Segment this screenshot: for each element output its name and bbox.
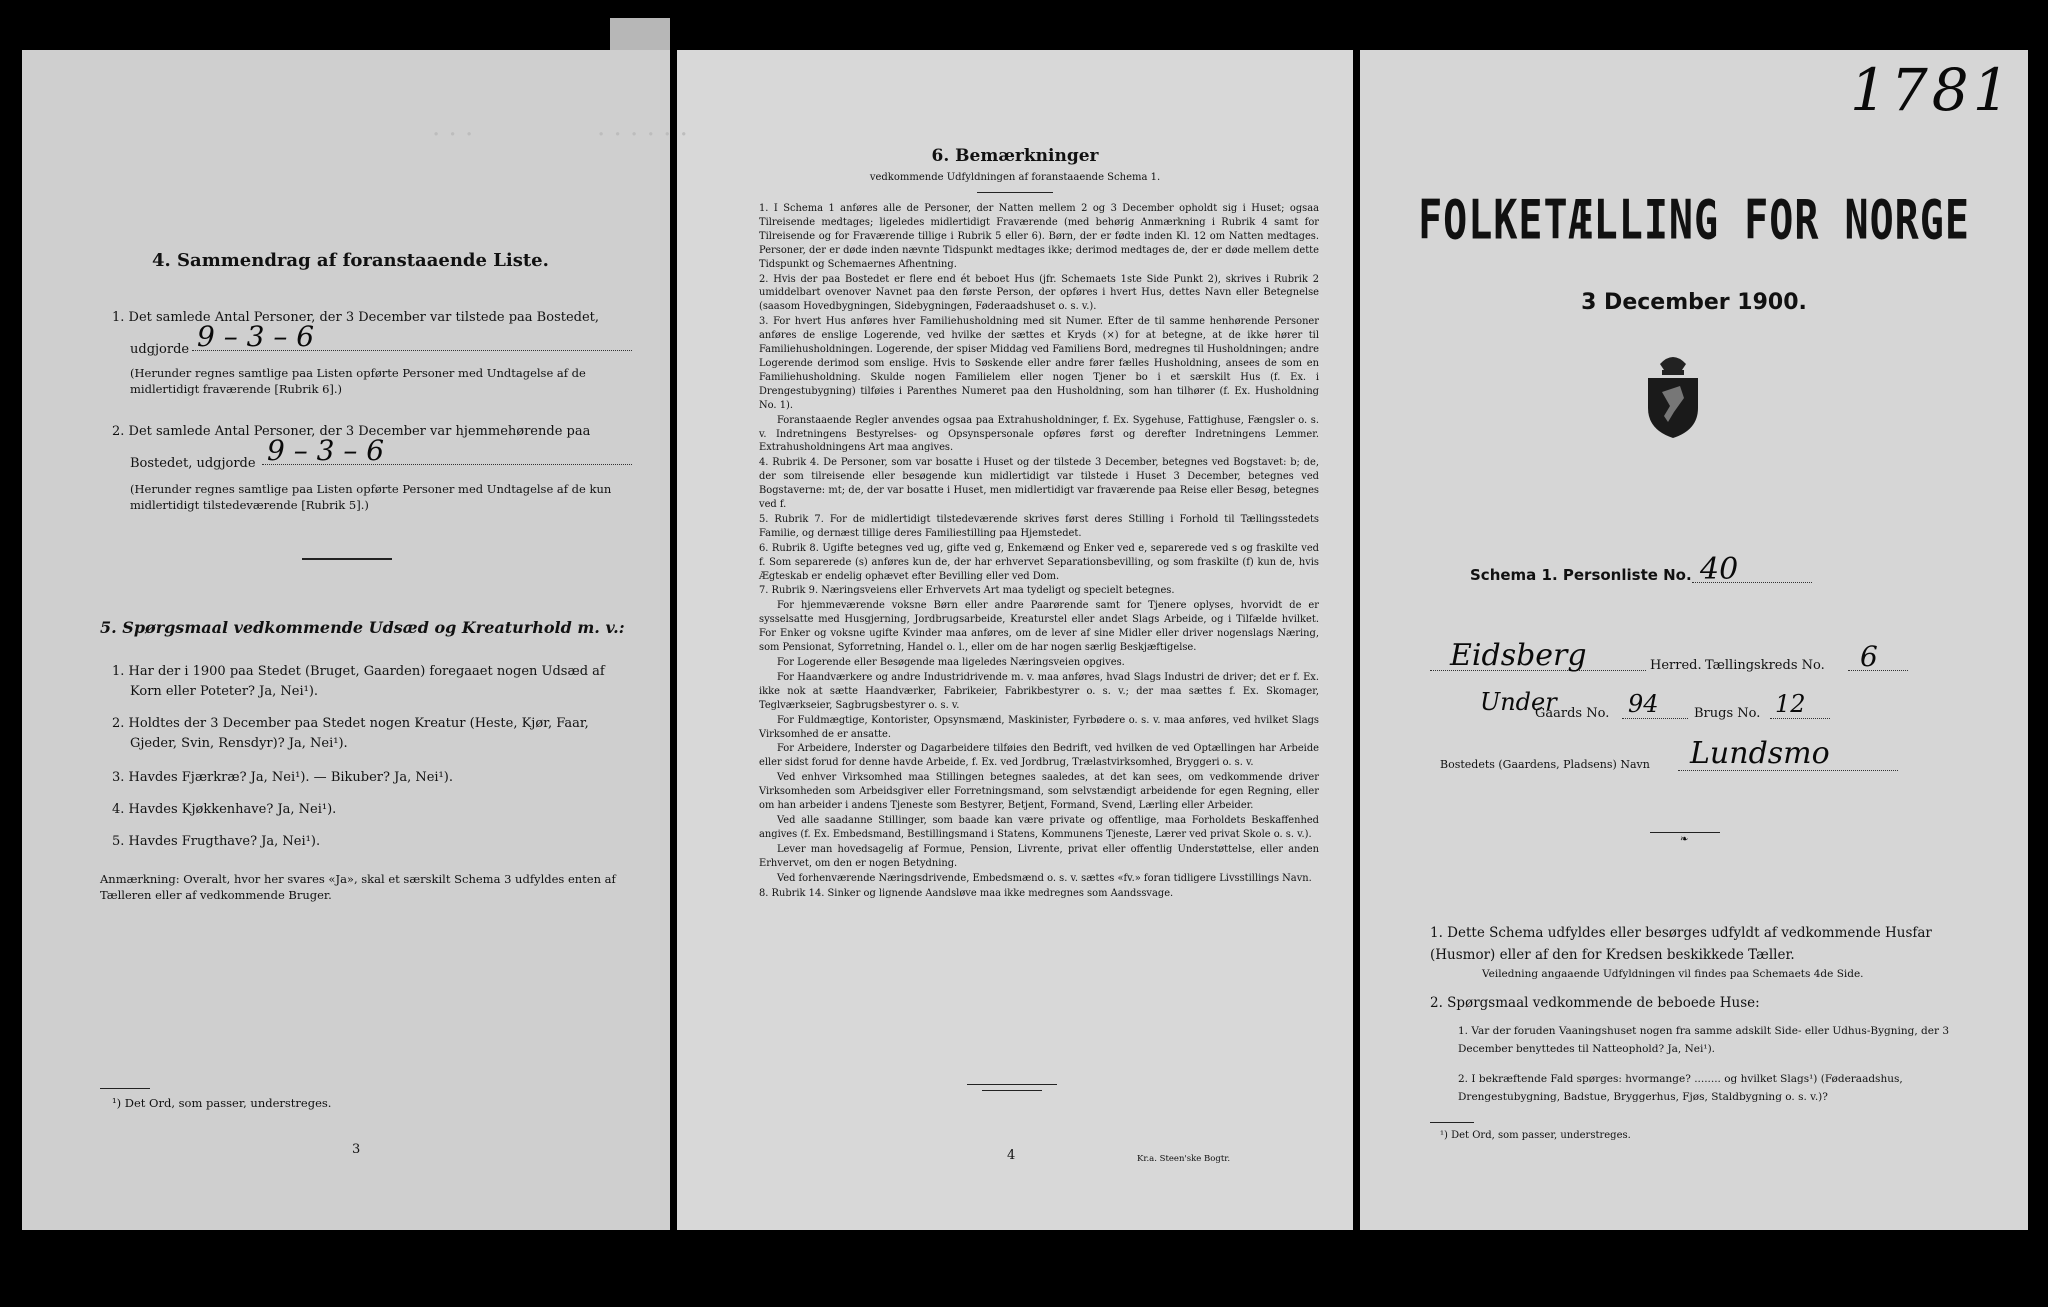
schema-label: Schema 1. Personliste No.: [1470, 566, 1692, 584]
item1-udgjorde: udgjorde: [130, 342, 190, 357]
remark-paragraph: For Fuldmægtige, Kontorister, Opsynsmænd, Maskinister, Fyrbødere o. s. v. maa anføres, ved hvilket Slags Virksomhed de er ansatte.: [759, 714, 1319, 740]
q2a: 2. Holdtes der 3 December paa Stedet nogen Kreatur (Heste, Kjør, Faar,: [112, 716, 589, 731]
divider: [302, 558, 392, 560]
page-middle: [597, 50, 1353, 1230]
kreds-value: 6: [1860, 640, 1878, 673]
page-right: [1360, 50, 2028, 1230]
q5: 5. Havdes Frugthave? Ja, Nei¹).: [112, 834, 321, 849]
herred-label: Herred.: [1650, 658, 1702, 673]
title-rule: [977, 192, 1053, 193]
remark-paragraph: For Logerende eller Besøgende maa ligeledes Næringsveien opgives.: [777, 657, 1125, 668]
ornament-icon: ❧: [1680, 834, 1689, 845]
remark-paragraph: For Haandværkere og andre Industridrivende m. v. maa anføres, hvad Slags Industri de driver; det er f. Ex. ikke nok at sætte Haandværker, Fabrikeier, Fabrikbestyrer o. s. v.; der maa sættes f. Ex. Skomager, Teglværkseier, Sagbrugsbestyrer o. s. v.: [759, 671, 1319, 711]
houses-question-2: 2. I bekræftende Fald spørges: hvormange? ........ og hvilket Slags¹) (Føderaadshus, Drengestubygning, Badstue, Bryggerhus, Fjøs, Staldbygning o. s. v.)?: [1458, 1073, 1903, 1103]
kreds-line: [1848, 670, 1908, 671]
page-left: [22, 50, 670, 1230]
census-date: 3 December 1900.: [1581, 290, 1807, 315]
item1-text: 1. Det samlede Antal Personer, der 3 December var tilstede paa Bostedet,: [112, 310, 600, 325]
q1b: Korn eller Poteter? Ja, Nei¹).: [130, 684, 319, 699]
brugs-label: Brugs No.: [1694, 706, 1761, 721]
coat-of-arms-icon: [1640, 350, 1706, 440]
item2-note: (Herunder regnes samtlige paa Listen opførte Personer med Undtagelse af de kun midlertidigt tilstedeværende [Rubrik 5].): [130, 482, 612, 512]
end-rule: [967, 1084, 1057, 1085]
remark-paragraph: 6. Rubrik 8. Ugifte betegnes ved ug, gifte ved g, Enkemænd og Enker ved e, separerede ved s og fraskilte ved f. Som separerede (s) anføres kun de, der har erhvervet Separationsbevilling, og som fraskilte (f) kun de, hvis Ægteskab er endelig ophævet efter Bevilling eller ved Dom.: [759, 542, 1319, 582]
bleed-through: · · ·: [432, 120, 474, 150]
remark-paragraph: 5. Rubrik 7. For de midlertidigt tilstedeværende skrives først deres Stilling i Forhold til Tællingsstedets Familie, og dernæst tillige deres Familiestilling paa Hjemstedet.: [759, 513, 1319, 539]
brugs-line: [1770, 718, 1830, 719]
remark-paragraph: 3. For hvert Hus anføres hver Familiehusholdning med sit Numer. Efter de til samme henhørende Personer anføres de enslige Logerende, ved hvilke der sættes et Kryds (×) for at betegne, at de ikke hører til Familiehusholdningen. Logerende, der spiser Middag ved Familiens Bord, medregnes til Husholdningen; andre Logerende derimod som enslige. Hvis to Søskende eller andre fører fælles Husholdning, ansees de som en Familiehusholdning. Skulde nogen Familielem eller nogen Tjener bo i et særskilt Hus (f. Ex. i Drengestubygning) tilføies i Parenthes Numeret paa den Husholdning, som han tilhører (f. Ex. Husholdning No. 1).: [759, 316, 1319, 411]
bosted-label: Bostedets (Gaardens, Pladsens) Navn: [1440, 758, 1650, 771]
end-rule-2: [982, 1090, 1042, 1091]
personliste-number: 40: [1700, 552, 1739, 587]
remarks-body: [759, 202, 1319, 901]
section4-title: 4. Sammendrag af foranstaaende Liste.: [152, 250, 549, 271]
item2-value: 9 – 3 – 6: [267, 434, 385, 467]
q2b: Gjeder, Svin, Rensdyr)? Ja, Nei¹).: [130, 736, 348, 751]
bleed-through: · · · · · ·: [597, 120, 688, 150]
item1-value: 9 – 3 – 6: [197, 320, 315, 353]
section5-title: 5. Spørgsmaal vedkommende Udsæd og Kreaturhold m. v.:: [100, 618, 625, 637]
gaards-line: [1622, 718, 1688, 719]
remark-paragraph: For Arbeidere, Inderster og Dagarbeidere tilføies den Bedrift, ved hvilken de ved Optællingen har Arbeide eller sidst forud for denne havde Arbeide, f. Ex. ved Jordbrug, Trælastvirksomhed, Bryggeri o. s. v.: [759, 743, 1319, 769]
q4: 4. Havdes Kjøkkenhave? Ja, Nei¹).: [112, 802, 337, 817]
archive-number: 1781: [1850, 56, 2014, 124]
printer-imprint: Kr.a. Steen'ske Bogtr.: [1137, 1154, 1231, 1164]
houses-question-1: 1. Var der foruden Vaaningshuset nogen fra samme adskilt Side- eller Udhus-Bygning, der 3 December benyttedes til Natteophold? Ja, Nei¹).: [1458, 1025, 1949, 1055]
footnote-rule: [1430, 1122, 1474, 1123]
item1-note: (Herunder regnes samtlige paa Listen opførte Personer med Undtagelse af de midlertidigt fraværende [Rubrik 6].): [130, 366, 586, 396]
herred-value: Eidsberg: [1450, 638, 1587, 673]
bosted-value: Lundsmo: [1690, 736, 1830, 771]
brugs-value: 12: [1775, 690, 1806, 718]
gaards-label: Gaards No.: [1535, 706, 1610, 721]
instruction-1-guide: Veiledning angaaende Udfyldningen vil findes paa Schemaets 4de Side.: [1482, 968, 1864, 980]
remark-paragraph: For hjemmeværende voksne Børn eller andre Paarørende samt for Tjenere oplyses, hvorvidt de er sysselsatte med Husgjerning, Jordbrugsarbeide, Kreaturstel eller andet Slags Arbeide, og i Tilfælde hvilket. For Enker og voksne ugifte Kvinder maa anføres, om de lever af sine Midler eller driver nogenslags Næring, som Pensionat, Syforretning, Handel o. l., eller om de har nogen særlig Beskjæftigelse.: [759, 600, 1319, 654]
kreds-label: Tællingskreds No.: [1705, 658, 1825, 673]
remark-paragraph: 2. Hvis der paa Bostedet er flere end ét beboet Hus (jfr. Schemaets 1ste Side Punkt 2), skrives i Rubrik 2 umiddelbart ovenover Navnet paa den første Person, der opføres i hvert Hus, dettes Navn eller Betegnelse (saasom Hovedbygningen, Sidebygningen, Føderaadshuset o. s. v.).: [759, 273, 1319, 313]
remark-paragraph: 8. Rubrik 14. Sinker og lignende Aandsløve maa ikke medregnes som Aandssvage.: [759, 887, 1174, 899]
remark-paragraph: 1. I Schema 1 anføres alle de Personer, der Natten mellem 2 og 3 December opholdt sig i Huset; ogsaa Tilreisende medtages; ligeledes midlertidigt Fraværende (med behørig Anmærkning i Rubrik 4 samt for Tilreisende og for Fraværende tillige i Rubrik 5 eller 6). Børn, der er fødte inden Kl. 12 om Natten medtages. Personer, der er døde inden nævnte Tidspunkt medtages ikke; derimod medtages de, der er døde mellem dette Tidspunkt og Schemaernes Afhentning.: [759, 203, 1319, 270]
remarks-subtitle: vedkommende Udfyldningen af foranstaaende Schema 1.: [869, 172, 1161, 183]
remark-paragraph: Ved enhver Virksomhed maa Stillingen betegnes saaledes, at det kan sees, om vedkommende driver Virksomheden som Arbeidsgiver eller Forretningsmand, som selvstændigt arbeidende for egen Regning, eller om han arbeider i andens Tjeneste som Bestyrer, Betjent, Formand, Svend, Lærling eller Arbeider.: [759, 772, 1319, 812]
gaards-value: 94: [1628, 690, 1659, 718]
footnote: ¹) Det Ord, som passer, understreges.: [1440, 1130, 1631, 1141]
instruction-2: 2. Spørgsmaal vedkommende de beboede Huse:: [1430, 995, 1760, 1011]
item2-bostedet: Bostedet, udgjorde: [130, 456, 256, 471]
remark-paragraph: Ved alle saadanne Stillinger, som baade kan være private og offentlige, maa Forholdets Beskaffenhed angives (f. Ex. Embedsmand, Bestillingsmand i Statens, Kommunens Tjeneste, Lærer ved privat Skole o. s. v.).: [759, 814, 1319, 840]
q3: 3. Havdes Fjærkræ? Ja, Nei¹). — Bikuber? Ja, Nei¹).: [112, 770, 453, 785]
remarks-title: 6. Bemærkninger: [931, 146, 1099, 166]
binding-strip: [610, 18, 670, 50]
form-title: FOLKETÆLLING FOR NORGE: [1418, 189, 1970, 253]
remark-paragraph: 4. Rubrik 4. De Personer, som var bosatte i Huset og der tilstede 3 December, betegnes ved Bogstavet: b; de, der som tilreisende eller besøgende kun midlertidigt var tilstede i Huset 3 December, betegnes ved Bogstaverne: mt; de, der var bosatte i Huset, men midlertidigt var fraværende paa Reise eller Besøg, betegnes ved f.: [759, 457, 1319, 511]
remark-paragraph: 7. Rubrik 9. Næringsveiens eller Erhvervets Art maa tydeligt og specielt betegnes.: [759, 585, 1175, 597]
item2-text: 2. Det samlede Antal Personer, der 3 December var hjemmehørende paa: [112, 424, 591, 439]
page-number: 3: [352, 1142, 361, 1157]
q1a: 1. Har der i 1900 paa Stedet (Bruget, Gaarden) foregaaet nogen Udsæd af: [112, 664, 605, 679]
remark-paragraph: Ved forhenværende Næringsdrivende, Embedsmænd o. s. v. sættes «fv.» foran tidligere Livsstillings Navn.: [777, 872, 1312, 884]
footnote-rule: [100, 1088, 150, 1089]
instruction-1: 1. Dette Schema udfyldes eller besørges udfyldt af vedkommende Husfar (Husmor) eller af den for Kredsen beskikkede Tæller.: [1430, 925, 1932, 963]
remark-paragraph: Foranstaaende Regler anvendes ogsaa paa Extrahusholdninger, f. Ex. Sygehuse, Fattighuse, Fængsler o. s. v. Indretningens Bestyrelses- og Opsynspersonale opføres først og derefter Indretningens Lemmer. Extrahusholdningens Art maa angives.: [759, 414, 1319, 454]
page-number: 4: [1007, 1148, 1016, 1163]
annotation: Anmærkning: Overalt, hvor her svares «Ja», skal et særskilt Schema 3 udfyldes enten af Tælleren eller af vedkommende Bruger.: [100, 872, 616, 902]
remark-paragraph: Lever man hovedsagelig af Formue, Pension, Livrente, privat eller offentlig Understøttelse, eller anden Erhvervet, om den er nogen Betydning.: [759, 843, 1319, 869]
under-value: Under: [1480, 688, 1557, 716]
footnote: ¹) Det Ord, som passer, understreges.: [112, 1096, 332, 1110]
